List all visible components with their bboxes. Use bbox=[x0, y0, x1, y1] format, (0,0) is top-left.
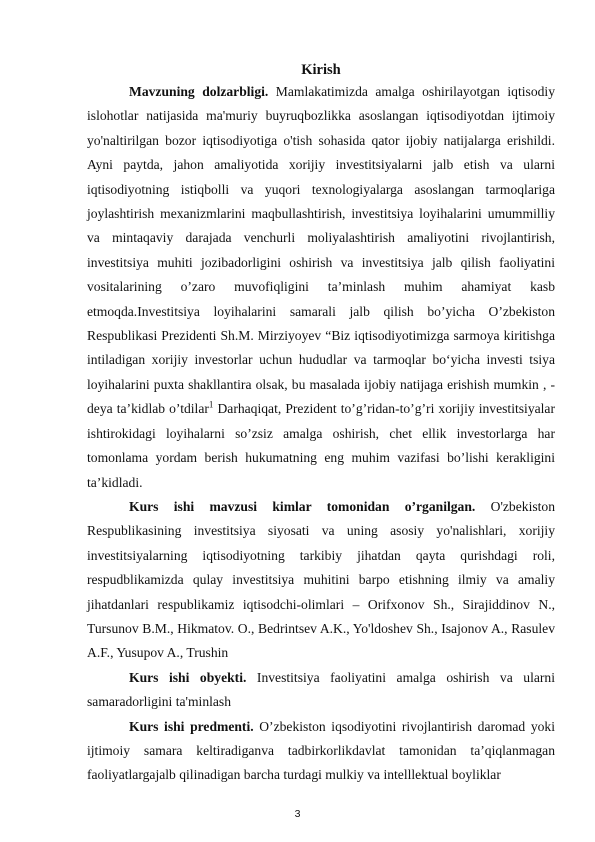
paragraph-lead: Kurs ishi mavzusi kimlar tomonidan o’rganilgan. bbox=[129, 498, 476, 514]
body-text bbox=[87, 80, 555, 788]
paragraph-text: O’zbekiston iqsodiyotini rivojlantirish daromad yoki ijtimoiy samara keltiradiganva tadbirkorlikdavlat tamonidan ta’qiqlanmagan faoliyatlargajalb qilinadigan barcha turdagi mulkiy va intelllektual boyliklar bbox=[87, 718, 555, 783]
paragraph-lead: Kurs ishi predmenti. bbox=[129, 718, 254, 734]
paragraph-text: O'zbekiston Respublikasining investitsiya siyosati va uning asosiy yo'nalishlari, xorijiy investitsiyalarning iqtisodiyotning tarkibiy jihatdan qayta qurishdagi roli, respudblikamizda qulay investitsiya muhitini barpo etishning ilmiy va amaliy jihatdanlari respublikamiz iqtisodchi-olimlari – Orifxonov Sh., Sirajiddinov N., Tursunov B.M., Hikmatov. O., Bedrintsev A.K., Yo'ldoshev Sh., Isajonov A., Rasulev A.F., Yusupov A., Trushin bbox=[87, 498, 556, 661]
paragraph-text-continued: Darhaqiqat, Prezident to’g’ridan-to’g’ri xorijiy investitsiyalar ishtirokidagi loyihalarni so’zsiz amalga oshirish, chet ellik investorlarga har tomonlama yordam berish hukumatning eng muhim vazifasi bo’lishi kerakligini ta’kidladi. bbox=[87, 401, 555, 490]
paragraph-studied-by bbox=[87, 495, 555, 666]
paragraph-object bbox=[87, 666, 555, 715]
paragraph-lead: Kurs ishi obyekti. bbox=[129, 669, 247, 685]
paragraph-subject bbox=[87, 715, 555, 788]
paragraph-text: Mamlakatimizda amalga oshirilayotgan iqtisodiy islohotlar natijasida ma'muriy buyruqbozlikka asoslangan iqtisodiyotdan ijtimoiy yo'naltirilgan bozor iqtisodiyotiga o'tish sohasida qator ijobiy natijalarga erishildi. Ayni paytda, jahon amaliyotida xorijiy investitsiyalarni jalb etish va ularni iqtisodiyotning istiqbolli va yuqori texnologiyalarga asoslangan tarmoqlariga joylashtirish mexanizmlarini maqbullashtirish, investitsiya loyihalarini umummilliy va mintaqaviy darajada venchurli moliyalashtirish amaliyotini rivojlantirish, investitsiya muhiti jozibadorligini oshirish va investitsiya jalb qilish faoliyatini vositalarining o’zaro muvofiqligini ta’minlash muhim ahamiyat kasb etmoqda.Investitsiya loyihalarini samarali jalb qilish bo’yicha O’zbekiston Respublikasi Prezidenti Sh.M. Mirziyoyev “Biz iqtisodiyotimizga sarmoya kiritishga intiladigan xorijiy investorlar uchun hududlar va tarmoqlar bo‘yicha investi tsiya loyihalarini puxta shakllantira olsak, bu masalada ijobiy natijaga erishish mumkin , - deya ta’kidlab o’tdilar bbox=[87, 84, 555, 417]
paragraph-text: Investitsiya faoliyatini amalga oshirish va ularni samaradorligini ta'minlash bbox=[87, 669, 555, 710]
paragraph-relevance bbox=[87, 80, 555, 495]
paragraph-lead: Mavzuning dolzarbligi. bbox=[129, 84, 269, 99]
footnote-marker: 1 bbox=[208, 399, 214, 410]
section-heading: Kirish bbox=[301, 62, 341, 78]
page-number: 3 bbox=[294, 808, 301, 820]
